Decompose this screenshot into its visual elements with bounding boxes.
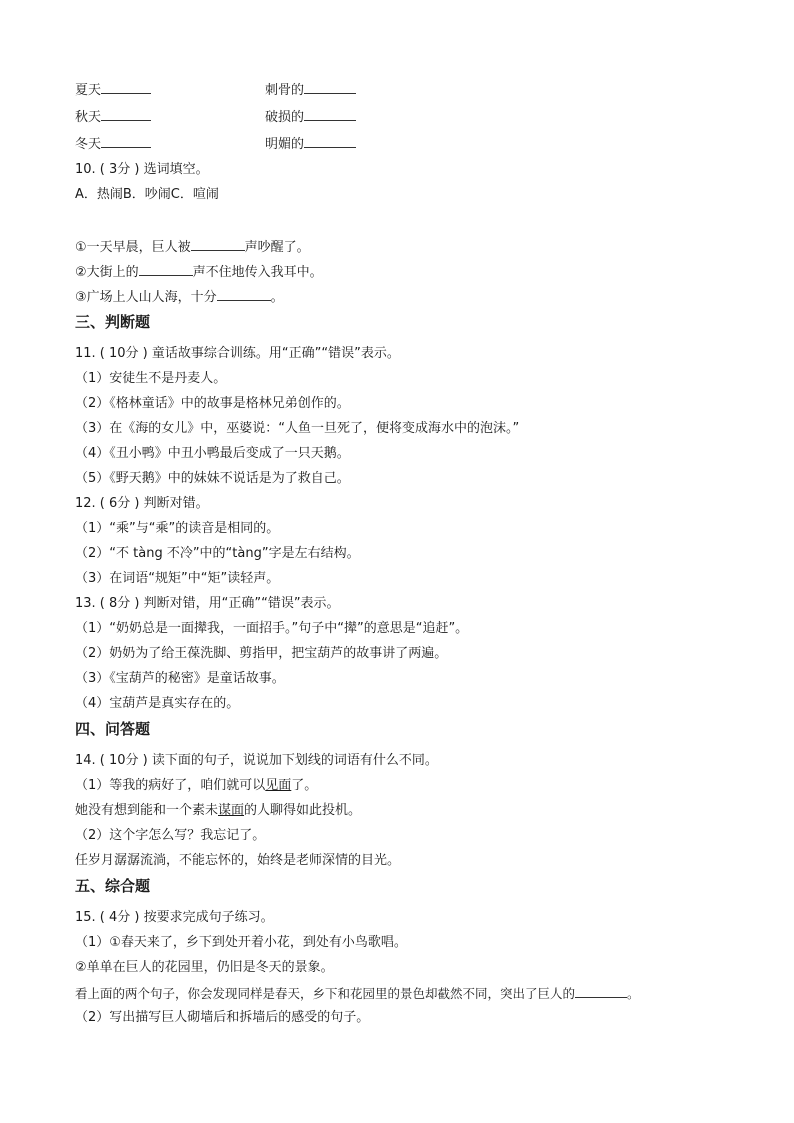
question-13-item: （1）“奶奶总是一面撵我，一面招手。”句子中“撵”的意思是“追赶”。 xyxy=(75,621,469,636)
section-heading-5: 五、综合题 xyxy=(75,877,151,895)
question-14-line-3: （2）这个字怎么写？我忘记了。 xyxy=(75,828,266,843)
section-heading-3: 三、判断题 xyxy=(75,313,151,331)
section-heading-4: 四、问答题 xyxy=(75,720,151,738)
question-14-title: 14. ( 10分 ) 读下面的句子，说说加下划线的词语有什么不同。 xyxy=(75,753,438,768)
answer-blank[interactable] xyxy=(304,135,356,148)
answer-blank[interactable] xyxy=(575,985,627,998)
question-14-line-2: 她没有想到能和一个素未谋面的人聊得如此投机。 xyxy=(75,803,362,818)
word-right: 刺骨的 xyxy=(265,83,305,98)
question-10-sentence-1: ①一天早晨，巨人被 声吵醒了。 xyxy=(75,240,310,255)
question-14-line-4: 任岁月潺潺流淌，不能忘怀的，始终是老师深情的目光。 xyxy=(75,853,401,868)
answer-blank[interactable] xyxy=(304,108,356,121)
question-10-options: A．热闹B．吵闹C．喧闹 xyxy=(75,187,219,202)
question-11-item: （2）《格林童话》中的故事是格林兄弟创作的。 xyxy=(75,396,350,411)
question-11-title: 11. ( 10分 ) 童话故事综合训练。用“正确”“错误”表示。 xyxy=(75,346,400,361)
word-row-1 xyxy=(75,81,305,99)
question-10-title: 10. ( 3分 ) 选词填空。 xyxy=(75,162,209,177)
answer-blank[interactable] xyxy=(191,238,245,251)
answer-blank[interactable] xyxy=(304,81,356,94)
word-left: 冬天 xyxy=(75,137,102,152)
question-11-item: （3）在《海的女儿》中，巫婆说：“人鱼一旦死了，便将变成海水中的泡沫。” xyxy=(75,421,520,436)
question-13-item: （4）宝葫芦是真实存在的。 xyxy=(75,696,240,711)
answer-blank[interactable] xyxy=(217,288,271,301)
question-14-line-1: （1）等我的病好了，咱们就可以见面了。 xyxy=(75,778,318,793)
word-row-3 xyxy=(75,135,305,153)
question-11-item: （5）《野天鹅》中的妹妹不说话是为了救自己。 xyxy=(75,471,350,486)
answer-blank[interactable] xyxy=(101,135,151,148)
question-11-item: （4）《丑小鸭》中丑小鸭最后变成了一只天鹅。 xyxy=(75,446,350,461)
question-15-line-3: 看上面的两个句子，你会发现同样是春天，乡下和花园里的景色却截然不同，突出了巨人的 。 xyxy=(75,986,640,1001)
question-12-item: （3）在词语“规矩”中“矩”读轻声。 xyxy=(75,571,280,586)
question-15-line-4: （2）写出描写巨人砌墙后和拆墙后的感受的句子。 xyxy=(75,1010,370,1025)
word-right: 明媚的 xyxy=(265,137,305,152)
answer-blank[interactable] xyxy=(139,263,193,276)
question-10-sentence-2: ②大街上的 声不住地传入我耳中。 xyxy=(75,265,323,280)
word-row-2 xyxy=(75,108,305,126)
question-12-title: 12. ( 6分 ) 判断对错。 xyxy=(75,496,209,511)
underlined-word: 谋面 xyxy=(218,803,245,818)
question-13-item: （3）《宝葫芦的秘密》是童话故事。 xyxy=(75,671,285,686)
question-15-title: 15. ( 4分 ) 按要求完成句子练习。 xyxy=(75,910,274,925)
question-11-item: （1）安徒生不是丹麦人。 xyxy=(75,371,227,386)
word-left: 秋天 xyxy=(75,110,102,125)
question-15-line-1: （1）①春天来了，乡下到处开着小花，到处有小鸟歌唱。 xyxy=(75,935,407,950)
question-12-item: （2）“不 tàng 不冷”中的“tàng”字是左右结构。 xyxy=(75,546,360,561)
question-15-line-2: ②单单在巨人的花园里，仍旧是冬天的景象。 xyxy=(75,960,334,975)
word-left: 夏天 xyxy=(75,83,102,98)
question-10-sentence-3: ③广场上人山人海，十分 。 xyxy=(75,290,284,305)
question-13-item: （2）奶奶为了给王葆洗脚、剪指甲，把宝葫芦的故事讲了两遍。 xyxy=(75,646,448,661)
answer-blank[interactable] xyxy=(101,81,151,94)
word-right: 破损的 xyxy=(265,110,305,125)
question-12-item: （1）“乘”与“乘”的读音是相同的。 xyxy=(75,521,280,536)
question-13-title: 13. ( 8分 ) 判断对错，用“正确”“错误”表示。 xyxy=(75,596,340,611)
underlined-word: 见面 xyxy=(265,778,292,793)
answer-blank[interactable] xyxy=(101,108,151,121)
